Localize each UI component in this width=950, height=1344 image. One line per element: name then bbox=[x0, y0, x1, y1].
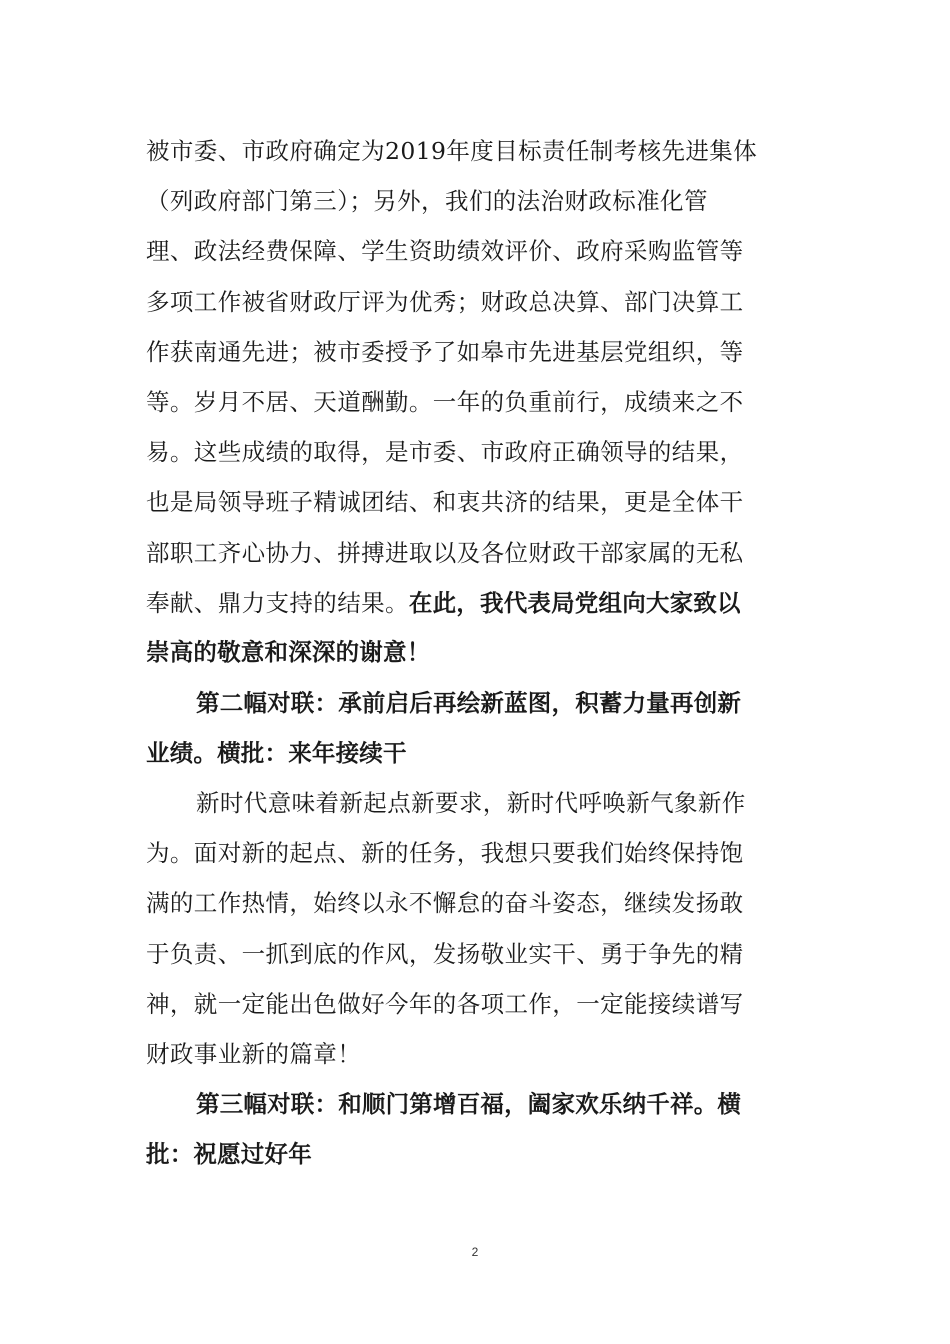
page-number: 2 bbox=[471, 1245, 479, 1259]
para-2-line-1: 新时代意味着新起点新要求，新时代呼唤新气象新作 bbox=[196, 789, 746, 817]
couplet-3-heading-line-2: 批：祝愿过好年 bbox=[146, 1140, 312, 1168]
body-line-2: （列政府部门第三）；另外，我们的法治财政标准化管 bbox=[146, 187, 708, 215]
para-2-line-5: 神，就一定能出色做好今年的各项工作，一定能接续谱写 bbox=[146, 990, 744, 1018]
body-line-10-bold: 在此，我代表局党组向大家致以 bbox=[408, 589, 741, 617]
couplet-3-heading-line-1: 第三幅对联：和顺门第增百福，阖家欢乐纳千祥。横 bbox=[196, 1090, 742, 1118]
body-line-1: 被市委、市政府确定为2019年度目标责任制考核先进集体 bbox=[146, 137, 758, 165]
body-line-10 bbox=[146, 588, 806, 618]
para-2-line-2: 为。面对新的起点、新的任务，我想只要我们始终保持饱 bbox=[146, 839, 744, 867]
couplet-2-heading-line-1: 第二幅对联：承前启后再绘新蓝图，积蓄力量再创新 bbox=[196, 689, 742, 717]
body-line-9: 部职工齐心协力、拼搏进取以及各位财政干部家属的无私 bbox=[146, 539, 744, 567]
body-line-7: 易。这些成绩的取得，是市委、市政府正确领导的结果， bbox=[146, 438, 744, 466]
couplet-2-heading-line-2: 业绩。横批：来年接续干 bbox=[146, 739, 407, 767]
body-line-6: 等。岁月不居、天道酬勤。一年的负重前行，成绩来之不 bbox=[146, 388, 744, 416]
body-line-11-bold: 崇高的敬意和深深的谢意！ bbox=[146, 638, 431, 666]
para-2-line-6: 财政事业新的篇章！ bbox=[146, 1040, 362, 1068]
body-line-5: 作获南通先进；被市委授予了如皋市先进基层党组织，等 bbox=[146, 338, 744, 366]
para-2-line-4: 于负责、一抓到底的作风，发扬敬业实干、勇于争先的精 bbox=[146, 940, 744, 968]
body-line-4: 多项工作被省财政厅评为优秀；财政总决算、部门决算工 bbox=[146, 288, 744, 316]
body-line-10-normal: 奉献、鼎力支持的结果。 bbox=[146, 589, 409, 617]
body-line-3: 理、政法经费保障、学生资助绩效评价、政府采购监管等 bbox=[146, 237, 744, 265]
body-line-8: 也是局领导班子精诚团结、和衷共济的结果，更是全体干 bbox=[146, 488, 744, 516]
para-2-line-3: 满的工作热情，始终以永不懈怠的奋斗姿态，继续发扬敢 bbox=[146, 889, 744, 917]
